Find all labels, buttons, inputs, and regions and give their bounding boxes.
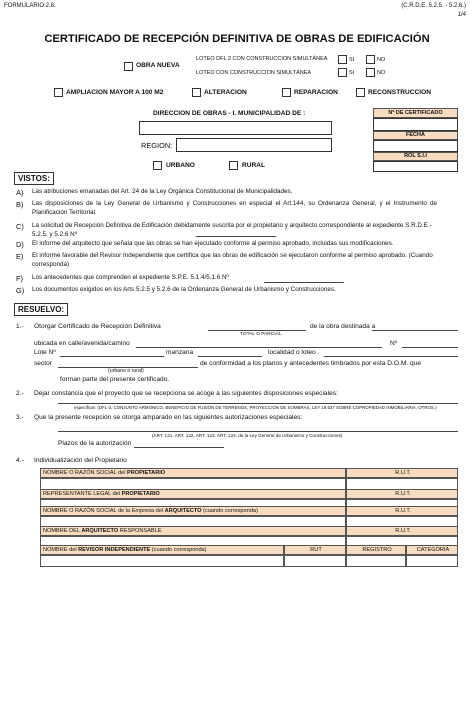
fecha-label: FECHA: [406, 132, 425, 138]
reparacion-checkbox[interactable]: [282, 88, 291, 97]
revisor-name-field[interactable]: [40, 555, 284, 567]
plazo-label: Plazos de la autorización: [58, 440, 132, 447]
loteo-dfl2-no-checkbox[interactable]: [366, 55, 375, 64]
table-row-header: NOMBRE O RAZÓN SOCIAL del PROPIETARIO: [40, 468, 346, 478]
rut-header: R.U.T.: [346, 506, 458, 516]
table-row-header: REPRESENTANTE LEGAL del PROPIETARIO: [40, 489, 346, 499]
loteo-simple-no-checkbox[interactable]: [366, 68, 375, 77]
disposiciones-note: especificar: (DFL-2, CONJUNTO ARMONICO, BENEFICIO DE FUSIÓN DE TERRENOS, PROYECCIÓN DE SOMBRAS, LEY 19.537 SOBRE COPROPIEDAD INMOBILIARIA, OTROS.): [74, 405, 437, 410]
certificado-number-field[interactable]: [373, 118, 458, 131]
si-label: SI: [349, 57, 355, 63]
registro-field[interactable]: [346, 555, 406, 567]
categoria-field[interactable]: [406, 555, 458, 567]
rural-checkbox[interactable]: [229, 161, 238, 170]
autorizaciones-label: Que la presente recepción se otorga amparado en las siguientes autorizaciones especiales:: [34, 414, 303, 421]
rut-header: R.U.T.: [346, 468, 458, 478]
table-row-header: NOMBRE O RAZÓN SOCIAL de la Empresa del ARQUITECTO (cuando corresponda): [40, 506, 346, 516]
page-title: CERTIFICADO DE RECEPCIÓN DEFINITIVA DE OBRAS DE EDIFICACIÓN: [44, 33, 430, 45]
spe-number-line[interactable]: [264, 282, 344, 283]
item-4-number: 4.-: [16, 457, 24, 464]
disposiciones-label: Dejar constancia que el proyecto que se recepciona se acoge a las siguientes disposiciones especiales:: [34, 390, 338, 397]
vistos-item: Las disposiciones de la Ley General de Urbanismo y Construcciones en especial el Art.144, su Ordenanza General, y el Instrumento de Planificación Territorial.: [32, 200, 437, 216]
no-label: NO: [377, 57, 386, 63]
vistos-letter: D): [16, 240, 24, 249]
disposiciones-field[interactable]: [58, 403, 458, 404]
item-2-number: 2.-: [16, 390, 24, 397]
table-row-header: NOMBRE del REVISOR INDEPENDIENTE (cuando corresponda): [40, 545, 284, 555]
vistos-heading: VISTOS:: [14, 172, 54, 185]
vistos-letter: B): [16, 200, 24, 209]
certificado-label: Nº DE CERTIFICADO: [388, 110, 443, 116]
rural-label: RURAL: [242, 162, 266, 169]
lote-field[interactable]: [60, 356, 164, 357]
localidad-field[interactable]: [324, 356, 458, 357]
total-parcial-caption: TOTAL O PARCIAL: [240, 332, 282, 337]
numero-field[interactable]: [402, 347, 458, 348]
region-field[interactable]: [176, 138, 332, 152]
table-row-header: NOMBRE DEL ARQUITECTO RESPONSABLE: [40, 526, 346, 536]
fecha-field[interactable]: [373, 140, 458, 152]
autorizaciones-field[interactable]: [58, 431, 458, 432]
resuelvo-heading: RESUELVO:: [14, 303, 68, 316]
propietario-section-label: Individualización del Propietario: [34, 457, 127, 464]
no-label: NO: [377, 70, 386, 76]
vistos-letter: G): [16, 286, 25, 295]
urbano-checkbox[interactable]: [153, 161, 162, 170]
forman-parte-label: forman parte del presente certificado.: [60, 376, 170, 383]
ubicada-label: ubicada en calle/avenida/camino: [34, 340, 130, 347]
numero-label: Nº: [390, 340, 398, 347]
vistos-item: El informe del arquitecto que señala que las obras se han ejecutado conforme al permiso aprobado, incluidas sus modificaciones.: [32, 240, 394, 247]
page-number: 1/4: [457, 12, 466, 18]
otorgar-label: Otorgar Certificado de Recepción Definitiva: [34, 323, 161, 330]
vistos-letter: F): [16, 274, 23, 283]
rut-header: R.U.T.: [346, 526, 458, 536]
certificado-header: [373, 108, 458, 118]
reconstruccion-label: RECONSTRUCCION: [368, 89, 432, 96]
reconstruccion-checkbox[interactable]: [356, 88, 365, 97]
rol-label: ROL S.I.I: [404, 153, 427, 159]
vistos-item: La solicitud de Recepción Definitiva de Edificación debidamente suscrita por el propietario y arquitecto correspondiente al expediente S.R.D.E.- 5.2.5. y 5.2.6 Nº: [32, 222, 432, 238]
autorizaciones-note: (ART. 121, ART. 122, ART. 123, ART. 124, de la Ley General de Urbanismo y Construcciones): [152, 433, 343, 438]
alteracion-label: ALTERACION: [204, 89, 247, 96]
lote-label: Lote Nº: [34, 349, 56, 356]
vistos-item: Las atribuciones emanadas del Art. 24 de la Ley Orgánica Constitucional de Municipalidades,: [32, 188, 293, 195]
registro-header: REGISTRO: [346, 545, 406, 555]
rol-header: [373, 152, 458, 161]
rol-field[interactable]: [373, 161, 458, 172]
vistos-letter: E): [16, 252, 24, 261]
total-parcial-field[interactable]: [208, 330, 306, 331]
revisor-rut-header: RUT: [284, 545, 346, 555]
manzana-field[interactable]: [198, 356, 262, 357]
obra-nueva-checkbox[interactable]: [124, 62, 133, 71]
loteo-dfl2-si-checkbox[interactable]: [338, 55, 347, 64]
calle-field[interactable]: [136, 347, 382, 348]
plazo-field[interactable]: [134, 447, 224, 448]
region-label: REGION:: [141, 141, 173, 150]
ampliacion-label: AMPLIACION MAYOR A 100 M2: [66, 89, 164, 96]
destino-field[interactable]: [372, 330, 458, 331]
destinada-label: de la obra destinada a: [310, 323, 376, 330]
localidad-label: localidad o loteo: [268, 349, 316, 356]
alteracion-checkbox[interactable]: [192, 88, 201, 97]
loteo-simple-si-checkbox[interactable]: [338, 68, 347, 77]
vistos-item: Los antecedentes que comprenden el expediente S.P.E. 5.1.4/5.1.6 Nº: [32, 274, 229, 281]
urbano-label: URBANO: [166, 162, 195, 169]
vistos-letter: C): [16, 222, 24, 231]
obra-nueva-label: OBRA NUEVA: [136, 62, 180, 69]
form-id: FORMULARIO 2.8.: [4, 3, 56, 9]
manzana-label: manzana: [166, 349, 194, 356]
categoria-header: CATEGORIA: [406, 545, 458, 555]
loteo-simple-label: LOTEO CON CONSTRUCCION SIMULTÁNEA: [196, 70, 312, 76]
expediente-number-line[interactable]: [196, 236, 276, 237]
item-3-number: 3.-: [16, 414, 24, 421]
urbano-rural-caption: (urbano o rural): [108, 368, 144, 374]
fecha-header: [373, 131, 458, 140]
crde-reference: (C.R.D.E. 5.2.5. - 5.2.6.): [401, 3, 466, 9]
loteo-dfl2-label: LOTEO DFL 2 CON CONSTRUCCION SIMULTÁNEA: [196, 56, 328, 62]
vistos-letter: A): [16, 188, 24, 197]
vistos-item: El informe favorable del Revisor Independiente que certifica que las obras de edificación se ejecutaron conforme al permiso aprobado. (Cuando corresponda): [32, 252, 433, 268]
si-label: SI: [349, 70, 355, 76]
revisor-rut-field[interactable]: [284, 555, 346, 567]
reparacion-label: REPARACION: [294, 89, 338, 96]
ampliacion-checkbox[interactable]: [54, 88, 63, 97]
municipalidad-field[interactable]: [139, 121, 332, 135]
vistos-item: Los documentos exigidos en los Arts 5.2.5 y 5.2.6 de la Ordenanza General de Urbanismo y Construcciones.: [32, 286, 336, 293]
direccion-title: DIRECCION DE OBRAS - I. MUNICIPALIDAD DE :: [153, 110, 306, 117]
sector-label: sector: [34, 360, 52, 367]
item-1-number: 1.-: [16, 323, 24, 330]
rut-header: R.U.T.: [346, 489, 458, 499]
conformidad-label: de conformidad a los planos y antecedentes timbrados por esta D.O.M. que: [200, 360, 422, 367]
